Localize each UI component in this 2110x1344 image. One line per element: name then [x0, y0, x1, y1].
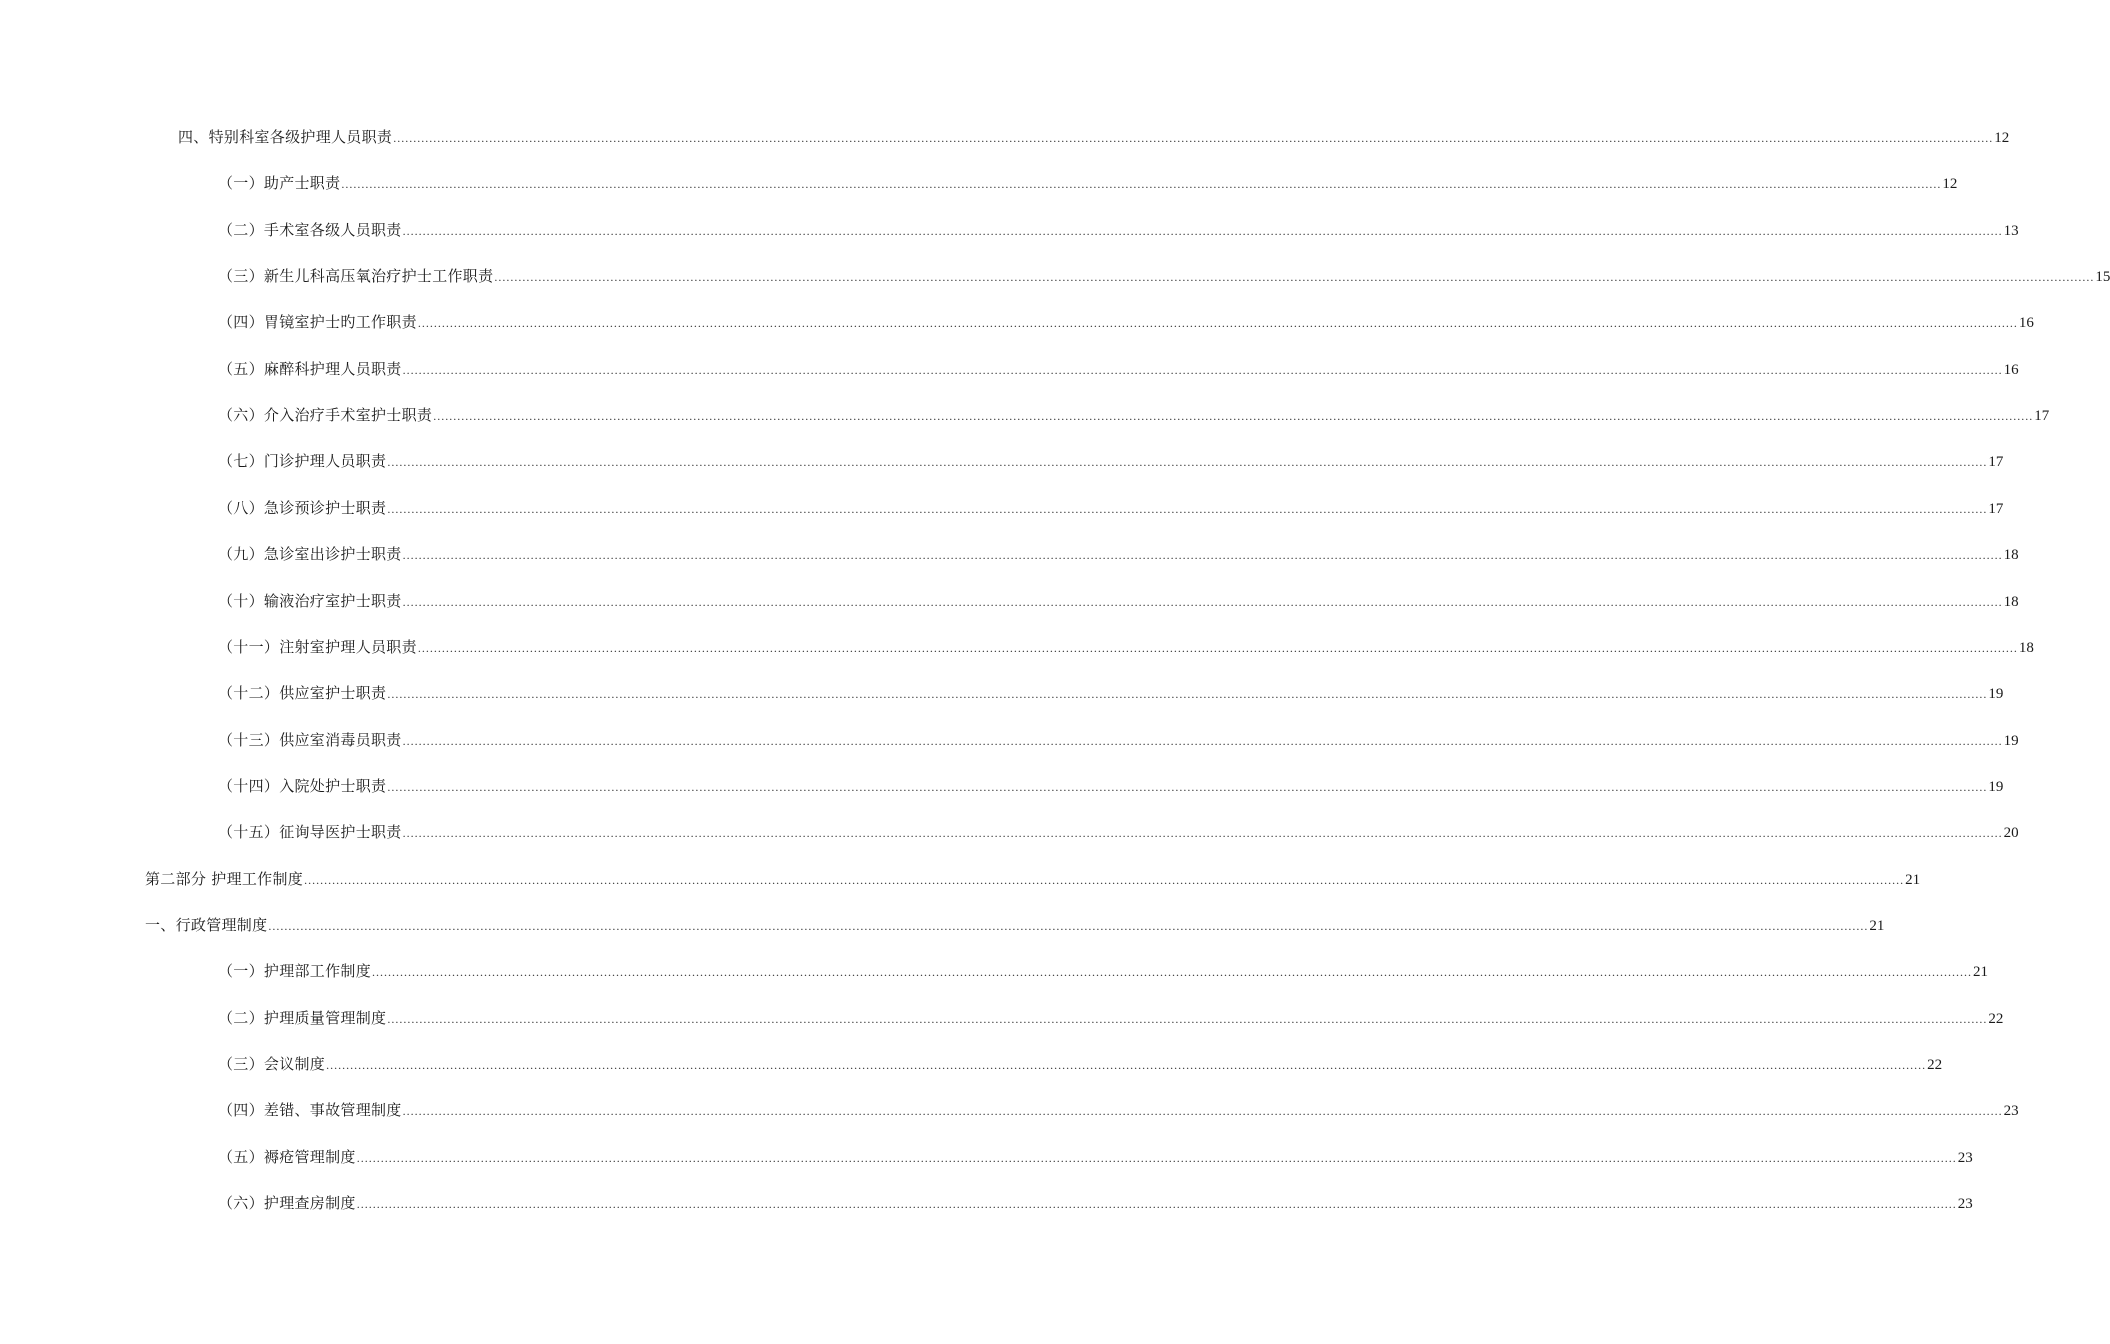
toc-entry[interactable]: [218, 264, 2110, 288]
toc-entry-page-number: 13: [2003, 223, 2019, 239]
toc-entry-page-number: 23: [2003, 1103, 2019, 1119]
toc-entry-label: 四、特别科室各级护理人员职责: [178, 128, 393, 146]
toc-entry-page-number: 18: [2003, 547, 2019, 563]
toc-dot-leader: ................................................................................................................................................................................................................................................................................................................................................................................................................: [402, 734, 2003, 748]
toc-entry[interactable]: [218, 542, 2019, 566]
toc-entry[interactable]: [218, 1006, 2004, 1030]
toc-entry-page-number: 15: [2095, 269, 2110, 285]
toc-entry[interactable]: [218, 403, 2050, 427]
toc-entry-label: （二）手术室各级人员职责: [218, 221, 402, 239]
toc-dot-leader: ................................................................................................................................................................................................................................................................................................................................................................................................................: [387, 1012, 1988, 1026]
toc-entry-page-number: 23: [1957, 1196, 1973, 1212]
toc-dot-leader: ................................................................................................................................................................................................................................................................................................................................................................................................................: [387, 780, 1988, 794]
toc-entry-label: （四）胃镜室护士旳工作职责: [218, 313, 417, 331]
toc-dot-leader: ................................................................................................................................................................................................................................................................................................................................................................................................................: [402, 826, 2003, 840]
toc-entry-label: （十二）供应室护士职责: [218, 684, 387, 702]
toc-entry[interactable]: [218, 496, 2004, 520]
toc-entry[interactable]: [218, 728, 2019, 752]
toc-entry-page-number: 18: [2018, 640, 2034, 656]
toc-entry-page-number: 12: [1994, 130, 2010, 146]
toc-entry[interactable]: [218, 635, 2034, 659]
toc-dot-leader: ................................................................................................................................................................................................................................................................................................................................................................................................................: [341, 177, 1942, 191]
toc-dot-leader: ................................................................................................................................................................................................................................................................................................................................................................................................................: [372, 965, 1973, 979]
toc-entry-label: （十）输液治疗室护士职责: [218, 592, 402, 610]
toc-entry-page-number: 12: [1942, 176, 1958, 192]
toc-entry[interactable]: [218, 310, 2034, 334]
toc-entry-page-number: 23: [1957, 1150, 1973, 1166]
toc-entry-page-number: 18: [2003, 594, 2019, 610]
toc-entry[interactable]: [218, 1098, 2019, 1122]
toc-entry[interactable]: [218, 1145, 1973, 1169]
toc-dot-leader: ................................................................................................................................................................................................................................................................................................................................................................................................................: [393, 131, 1994, 145]
toc-dot-leader: ................................................................................................................................................................................................................................................................................................................................................................................................................: [417, 641, 2018, 655]
toc-entry-label: （五）麻醉科护理人员职责: [218, 360, 402, 378]
toc-entry-label: （三）会议制度: [218, 1055, 326, 1073]
toc-dot-leader: ................................................................................................................................................................................................................................................................................................................................................................................................................: [304, 873, 1905, 887]
toc-entry-label: （二）护理质量管理制度: [218, 1009, 387, 1027]
toc-entry[interactable]: [218, 218, 2019, 242]
toc-entry[interactable]: [218, 774, 2004, 798]
toc-entry-label: （十五）征询导医护士职责: [218, 823, 402, 841]
toc-entry-label: （八）急诊预诊护士职责: [218, 499, 387, 517]
toc-dot-leader: ................................................................................................................................................................................................................................................................................................................................................................................................................: [268, 919, 1869, 933]
toc-entry-page-number: 21: [1905, 872, 1921, 888]
toc-dot-leader: ................................................................................................................................................................................................................................................................................................................................................................................................................: [356, 1151, 1957, 1165]
toc-entry-page-number: 19: [1988, 686, 2004, 702]
toc-entry-page-number: 19: [2003, 733, 2019, 749]
toc-entry-label: （七）门诊护理人员职责: [218, 452, 387, 470]
toc-entry-page-number: 17: [2034, 408, 2050, 424]
toc-entry[interactable]: [218, 171, 1958, 195]
toc-dot-leader: ................................................................................................................................................................................................................................................................................................................................................................................................................: [402, 595, 2003, 609]
toc-entry-page-number: 20: [2003, 825, 2019, 841]
toc-entry-label: （十四）入院处护士职责: [218, 777, 387, 795]
toc-entry-page-number: 19: [1988, 779, 2004, 795]
toc-entry-page-number: 21: [1973, 964, 1989, 980]
toc-entry-page-number: 17: [1988, 454, 2004, 470]
toc-entry-page-number: 17: [1988, 501, 2004, 517]
toc-dot-leader: ................................................................................................................................................................................................................................................................................................................................................................................................................: [326, 1058, 1927, 1072]
toc-dot-leader: ................................................................................................................................................................................................................................................................................................................................................................................................................: [387, 455, 1988, 469]
toc-entry-page-number: 16: [2018, 315, 2034, 331]
toc-entry-label: （十三）供应室消毒员职责: [218, 731, 402, 749]
toc-entry[interactable]: [145, 867, 1921, 891]
toc-entry-page-number: 16: [2003, 362, 2019, 378]
toc-dot-leader: ................................................................................................................................................................................................................................................................................................................................................................................................................: [433, 409, 2034, 423]
toc-entry-label: （十一）注射室护理人员职责: [218, 638, 417, 656]
toc-entry[interactable]: [218, 357, 2019, 381]
toc-entry[interactable]: [218, 681, 2004, 705]
toc-entry[interactable]: [218, 820, 2019, 844]
toc-dot-leader: ................................................................................................................................................................................................................................................................................................................................................................................................................: [402, 1104, 2003, 1118]
toc-entry-page-number: 22: [1988, 1011, 2004, 1027]
toc-entry-page-number: 21: [1869, 918, 1885, 934]
toc-entry[interactable]: [218, 959, 1989, 983]
toc-dot-leader: ................................................................................................................................................................................................................................................................................................................................................................................................................: [387, 502, 1988, 516]
toc-entry-label: （一）助产士职责: [218, 174, 341, 192]
toc-entry-page-number: 22: [1927, 1057, 1943, 1073]
toc-entry[interactable]: [218, 1052, 1943, 1076]
toc-dot-leader: ................................................................................................................................................................................................................................................................................................................................................................................................................: [402, 224, 2003, 238]
toc-entry-label: 第二部分 护理工作制度: [145, 870, 304, 888]
toc-entry-label: （六）护理查房制度: [218, 1194, 356, 1212]
toc-dot-leader: ................................................................................................................................................................................................................................................................................................................................................................................................................: [356, 1197, 1957, 1211]
toc-dot-leader: ................................................................................................................................................................................................................................................................................................................................................................................................................: [402, 363, 2003, 377]
toc-dot-leader: ................................................................................................................................................................................................................................................................................................................................................................................................................: [417, 316, 2018, 330]
toc-entry-label: （五）褥疮管理制度: [218, 1148, 356, 1166]
toc-entry[interactable]: [218, 449, 2004, 473]
toc-entry-label: （四）差错、事故管理制度: [218, 1101, 402, 1119]
toc-dot-leader: ................................................................................................................................................................................................................................................................................................................................................................................................................: [494, 270, 2095, 284]
toc-dot-leader: ................................................................................................................................................................................................................................................................................................................................................................................................................: [387, 687, 1988, 701]
toc-entry-label: （三）新生儿科高压氧治疗护士工作职责: [218, 267, 494, 285]
toc-entry-label: （六）介入治疗手术室护士职责: [218, 406, 433, 424]
toc-entry[interactable]: [178, 125, 2010, 149]
toc-entry[interactable]: [218, 589, 2019, 613]
toc-entry-label: （九）急诊室出诊护士职责: [218, 545, 402, 563]
toc-entry-label: （一）护理部工作制度: [218, 962, 372, 980]
toc-entry-label: 一、行政管理制度: [145, 916, 268, 934]
toc-dot-leader: ................................................................................................................................................................................................................................................................................................................................................................................................................: [402, 548, 2003, 562]
toc-entry[interactable]: [218, 1191, 1973, 1215]
toc-entry[interactable]: [145, 913, 1885, 937]
